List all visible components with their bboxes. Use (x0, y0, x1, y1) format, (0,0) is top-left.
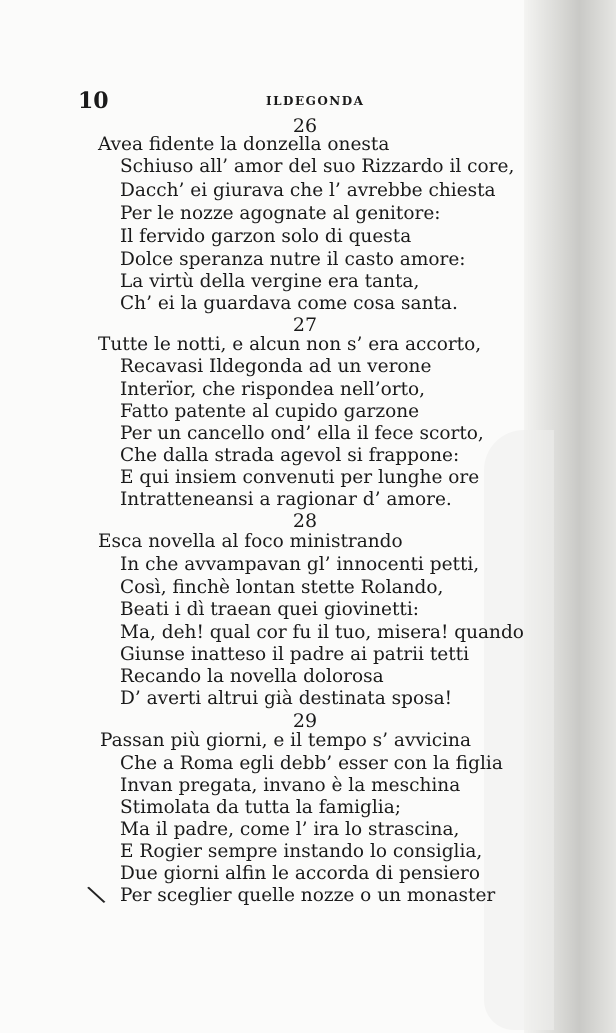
running-title: ILDEGONDA (266, 94, 365, 108)
verse-line: Dolce speranza nutre il casto amore: (120, 249, 466, 270)
verse-line: D’ averti altrui già destinata sposa! (120, 688, 453, 709)
verse-line: Interïor, che rispondea nell’orto, (120, 379, 426, 400)
ink-stroke-mark: \ (85, 879, 108, 911)
verse-line: La virtù della vergine era tanta, (120, 271, 420, 292)
verse-line: Stimolata da tutta la famiglia; (120, 797, 401, 818)
verse-line: Per un cancello ond’ ella il fece scorto, (120, 423, 484, 444)
page-number: 10 (78, 88, 109, 114)
verse-line: Così, finchè lontan stette Rolando, (120, 577, 444, 598)
stanza-number: 27 (292, 314, 318, 336)
verse-line: Dacch’ ei giurava che l’ avrebbe chiesta (120, 180, 496, 201)
stanza-number: 29 (292, 710, 318, 732)
verse-line: Ma il padre, come l’ ira lo strascina, (120, 819, 460, 840)
verse-line: Beati i dì traean quei giovinetti: (120, 599, 419, 620)
verse-line: Che dalla strada agevol si frappone: (120, 445, 460, 466)
stanza-number: 26 (292, 115, 318, 137)
verse-line: Per le nozze agognate al genitore: (120, 203, 441, 224)
verse-line: Ma, deh! qual cor fu il tuo, misera! quando (120, 622, 524, 643)
stanza-number: 28 (292, 510, 318, 532)
verse-line: Per sceglier quelle nozze o un monaster (120, 885, 496, 906)
verse-line: Recando la novella dolorosa (120, 666, 384, 687)
verse-line: Intratteneansi a ragionar d’ amore. (120, 489, 452, 510)
verse-line: Schiuso all’ amor del suo Rizzardo il core, (120, 156, 515, 177)
verse-line: Recavasi Ildegonda ad un verone (120, 356, 432, 377)
verse-line: Tutte le notti, e alcun non s’ era accorto, (98, 334, 482, 355)
verse-line: Che a Roma egli debb’ esser con la figlia (120, 753, 503, 774)
verse-line: Avea fidente la donzella onesta (98, 134, 390, 155)
verse-line: E qui insiem convenuti per lunghe ore (120, 467, 480, 488)
verse-line: Il fervido garzon solo di questa (120, 226, 412, 247)
verse-line: Ch’ ei la guardava come cosa santa. (120, 293, 458, 314)
page-header (78, 88, 378, 118)
verse-line: In che avvampavan gl’ innocenti petti, (120, 554, 480, 575)
verse-line: Giunse inatteso il padre ai patrii tetti (120, 644, 469, 665)
verse-line: Passan più giorni, e il tempo s’ avvicina (100, 730, 472, 751)
verse-line: Esca novella al foco ministrando (98, 531, 403, 552)
verse-line: Due giorni alfin le accorda di pensiero (120, 863, 481, 884)
verse-line: Fatto patente al cupido garzone (120, 401, 420, 422)
torn-page-fragment (484, 430, 554, 1030)
verse-line: Invan pregata, invano è la meschina (120, 775, 461, 796)
verse-line: E Rogier sempre instando lo consiglia, (120, 841, 483, 862)
